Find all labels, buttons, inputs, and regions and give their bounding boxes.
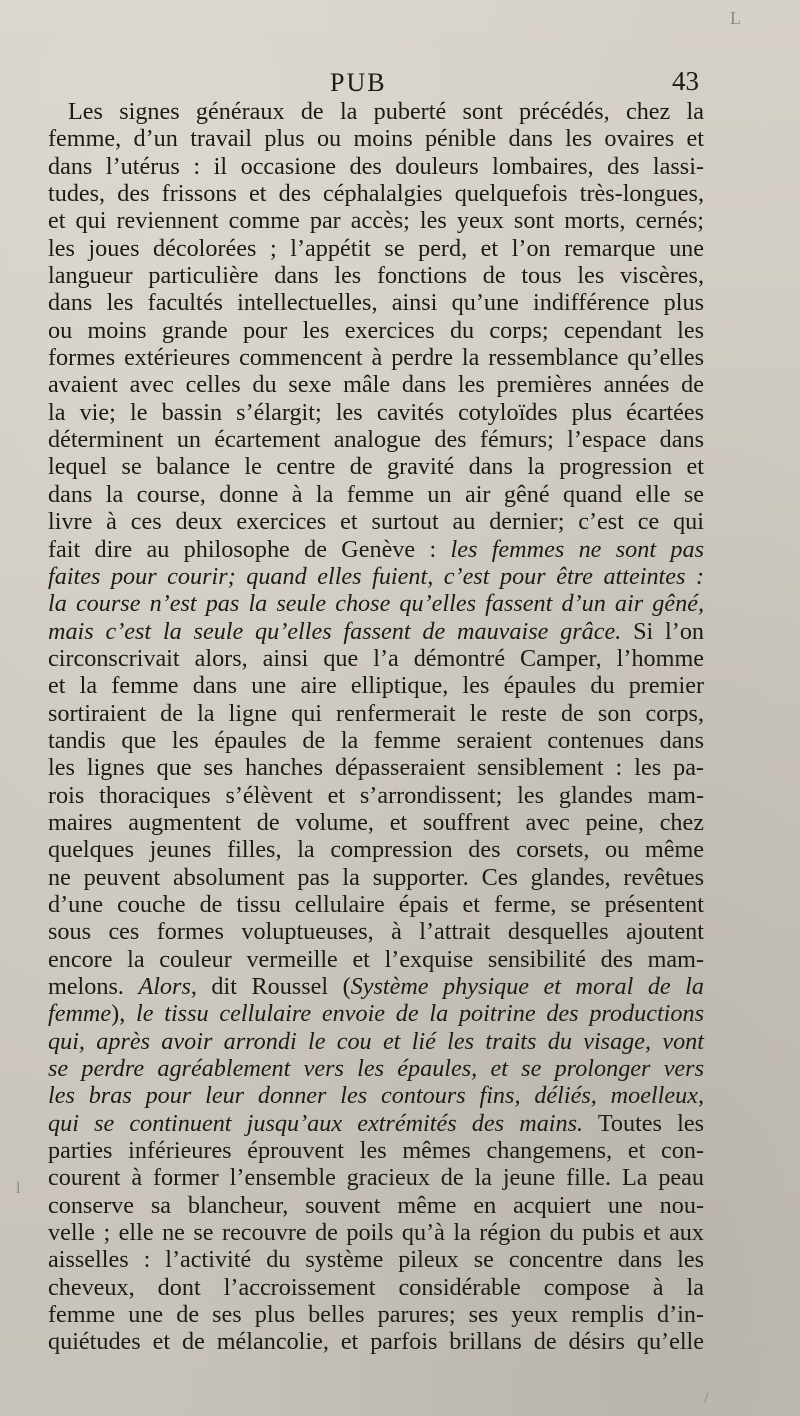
text-line <box>48 481 704 508</box>
text-run: lequel se balance le centre de gravité dans la progression et <box>48 453 704 481</box>
text-run: parties inférieures éprouvent les mêmes changemens, et con- <box>48 1137 704 1165</box>
text-run: velle ; elle ne se recouvre de poils qu’à la région du pubis et aux <box>48 1219 704 1247</box>
italic-text: qui se continuent jusqu’aux extrémités des mains. <box>48 1109 584 1137</box>
text-run: encore la couleur vermeille et l’exquise sensibilité des mam- <box>48 945 704 973</box>
text-run: aisselles : l’activité du système pileux se concentre dans les <box>48 1246 704 1274</box>
text-line <box>48 1055 704 1082</box>
text-run: femme une de ses plus belles parures; ses yeux remplis d’in- <box>48 1301 704 1329</box>
text-run: rois thoraciques s’élèvent et s’arrondissent; les glandes mam- <box>48 781 704 809</box>
text-line <box>48 645 704 672</box>
page-header <box>0 68 800 102</box>
text-line <box>48 125 704 152</box>
text-run: dans la course, donne à la femme un air gêné quand elle se <box>48 480 704 508</box>
text-line <box>48 782 704 809</box>
italic-text: la course n’est pas la seule chose qu’elles fassent d’un air gêné, <box>48 590 704 618</box>
text-run: cheveux, dont l’accroissement considérable compose à la <box>48 1273 704 1301</box>
text-run: ne peuvent absolument pas la supporter. Ces glandes, revêtues <box>48 863 704 891</box>
text-run: tandis que les épaules de la femme seraient contenues dans <box>48 726 704 754</box>
italic-text: faites pour courir; quand elles fuient, c’est pour être atteintes : <box>48 562 704 590</box>
text-line <box>48 891 704 918</box>
text-line <box>48 809 704 836</box>
text-line <box>48 1028 704 1055</box>
text-run: et qui reviennent comme par accès; les yeux sont morts, cernés; <box>48 207 704 235</box>
text-line <box>48 618 704 645</box>
text-line <box>48 1000 704 1027</box>
text-line <box>48 672 704 699</box>
text-line <box>48 426 704 453</box>
text-run: ), <box>111 1000 137 1028</box>
margin-mark: L <box>730 8 741 28</box>
italic-text: qui, après avoir arrondi le cou et lié les traits du visage, vont <box>48 1027 704 1055</box>
text-line <box>48 1328 704 1355</box>
text-line <box>48 1082 704 1109</box>
text-line <box>48 590 704 617</box>
text-line <box>48 973 704 1000</box>
text-line <box>48 1164 704 1191</box>
text-run: , dit Roussel ( <box>190 973 351 1000</box>
text-run: dans les facultés intellectuelles, ainsi qu’une indifférence plus <box>48 289 704 317</box>
text-line <box>48 317 704 344</box>
text-line <box>48 1301 704 1328</box>
text-line <box>48 235 704 262</box>
text-line <box>48 727 704 754</box>
text-line <box>48 1246 704 1273</box>
text-run: quiétudes et de mélancolie, et parfois brillans de désirs qu’elle <box>48 1328 704 1356</box>
text-line <box>48 1274 704 1301</box>
text-run: langueur particulière dans les fonctions de tous les viscères, <box>48 262 704 290</box>
text-run: la vie; le bassin s’élargit; les cavités cotyloïdes plus écartées <box>48 398 704 426</box>
text-line <box>48 371 704 398</box>
text-run: Si l’on <box>621 617 705 645</box>
text-run: ou moins grande pour les exercices du corps; cependant les <box>48 316 704 344</box>
text-line <box>48 289 704 316</box>
text-line <box>48 344 704 371</box>
text-line <box>48 98 704 125</box>
text-run: femme, d’un travail plus ou moins pénible dans les ovaires et <box>48 125 704 153</box>
text-run: déterminent un écartement analogue des fémurs; l’espace dans <box>48 426 704 454</box>
margin-mark: l <box>16 1180 21 1197</box>
text-line <box>48 946 704 973</box>
italic-text: les bras pour leur donner les contours fins, déliés, moelleux, <box>48 1082 704 1110</box>
text-line <box>48 207 704 234</box>
text-run: melons. <box>48 973 139 1000</box>
italic-text: femme <box>48 1000 112 1028</box>
text-line <box>48 1219 704 1246</box>
text-run: formes extérieures commencent à perdre la ressemblance qu’elles <box>48 344 704 372</box>
body-text <box>48 98 704 1356</box>
text-line <box>48 399 704 426</box>
text-line <box>48 453 704 480</box>
text-run: maires augmentent de volume, et souffrent avec peine, chez <box>48 808 704 836</box>
text-run: d’une couche de tissu cellulaire épais et ferme, se présentent <box>48 890 704 918</box>
margin-mark: / <box>704 1390 709 1407</box>
text-line <box>48 180 704 207</box>
text-line <box>48 754 704 781</box>
text-line <box>48 153 704 180</box>
text-run: tudes, des frissons et des céphalalgies quelquefois très-longues, <box>48 180 704 208</box>
text-line <box>48 1192 704 1219</box>
text-run: Toutes les <box>583 1109 704 1137</box>
text-line <box>48 864 704 891</box>
text-line <box>48 1137 704 1164</box>
text-line <box>48 836 704 863</box>
italic-text: le tissu cellulaire envoie de la poitrine des productions <box>136 1000 704 1028</box>
text-line <box>48 700 704 727</box>
italic-text: Système physique et moral de la <box>350 973 704 1000</box>
text-run: conserve sa blancheur, souvent même en acquiert une nou- <box>48 1191 704 1219</box>
text-run: les lignes que ses hanches dépasseraient sensiblement : les pa- <box>48 754 704 782</box>
text-line <box>48 563 704 590</box>
running-head: PUB <box>330 68 387 97</box>
italic-text: mais c’est la seule qu’elles fassent de mauvaise grâce. <box>48 617 622 645</box>
italic-text: les femmes ne sont pas <box>450 535 704 563</box>
text-run: Les signes généraux de la puberté sont précédés, chez la <box>68 98 704 125</box>
text-run: dans l’utérus : il occasione des douleurs lombaires, des lassi- <box>48 152 704 180</box>
text-run: circonscrivait alors, ainsi que l’a démontré Camper, l’homme <box>48 644 704 672</box>
text-line <box>48 918 704 945</box>
text-run: sous ces formes voluptueuses, à l’attrait desquelles ajoutent <box>48 918 704 946</box>
text-line <box>48 536 704 563</box>
italic-text: Alors <box>138 973 191 1000</box>
text-line <box>48 262 704 289</box>
text-run: avaient avec celles du sexe mâle dans les premières années de <box>48 371 704 399</box>
text-run: courent à former l’ensemble gracieux de la jeune fille. La peau <box>48 1164 704 1192</box>
text-line <box>48 508 704 535</box>
text-run: sortiraient de la ligne qui renfermerait le reste de son corps, <box>48 699 704 727</box>
text-run: fait dire au philosophe de Genève : <box>48 535 451 563</box>
text-line <box>48 1110 704 1137</box>
page-number: 43 <box>672 66 699 96</box>
text-run: et la femme dans une aire elliptique, les épaules du premier <box>48 672 704 700</box>
italic-text: se perdre agréablement vers les épaules, et se prolonger vers <box>48 1055 704 1083</box>
text-run: livre à ces deux exercices et surtout au dernier; c’est ce qui <box>48 508 704 536</box>
text-run: les joues décolorées ; l’appétit se perd, et l’on remarque une <box>48 234 704 262</box>
text-run: quelques jeunes filles, la compression des corsets, ou même <box>48 836 704 864</box>
